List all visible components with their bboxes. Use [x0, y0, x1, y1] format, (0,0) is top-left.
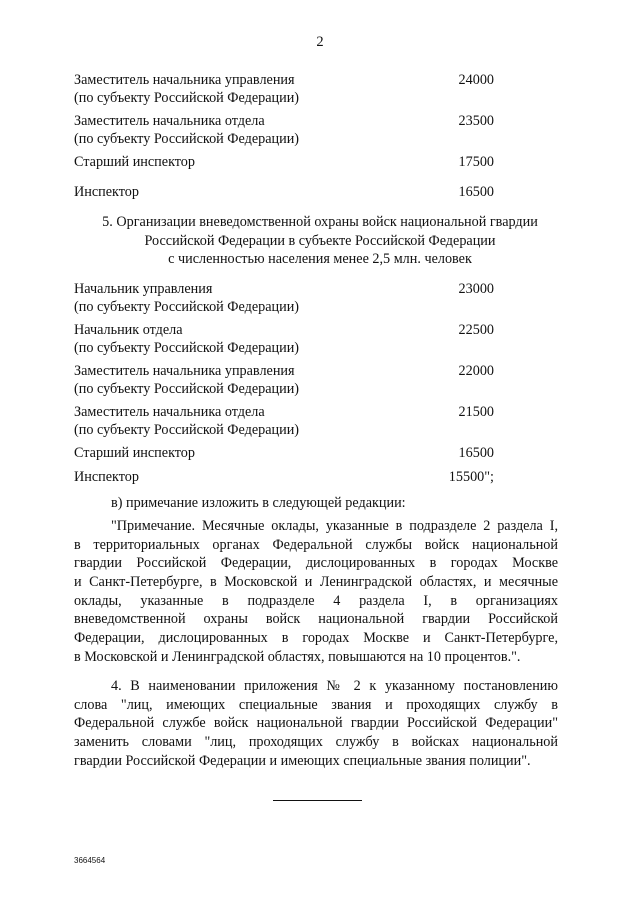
text-line: Федерации, дислоцированных в городах Москве и Санкт-Петербурге,: [74, 630, 558, 647]
position-title: [74, 153, 404, 171]
text-line: 4. В наименовании приложения № 2 к указанному постановлению: [111, 678, 558, 694]
position-line: Старший инспектор: [74, 154, 195, 170]
position-title: [74, 362, 404, 398]
text-line: оклады, указанные в подразделе 4 раздела I, в организациях: [74, 592, 558, 609]
position-line: Заместитель начальника управления: [74, 72, 295, 88]
note-intro-paragraph: [74, 494, 558, 513]
position-line: (по субъекту Российской Федерации): [74, 90, 300, 106]
salary-value: 23500: [458, 113, 494, 129]
position-line: (по субъекту Российской Федерации): [74, 299, 300, 315]
document-code: 3664564: [74, 856, 106, 865]
end-separator-line: [273, 800, 362, 801]
note-intro: в) примечание изложить в следующей редакции:: [111, 495, 406, 511]
position-title: [74, 468, 404, 486]
position-line: Заместитель начальника управления: [74, 363, 295, 379]
position-line: Инспектор: [74, 184, 139, 200]
position-title: [74, 112, 404, 148]
heading-line: Российской Федерации в субъекте Российской Федерации: [144, 232, 496, 249]
position-line: Начальник управления: [74, 281, 213, 297]
position-title: [74, 71, 404, 107]
text-line: слова "лиц, имеющих специальные звания и проходящих службу в: [74, 696, 558, 713]
salary-value: 15500";: [448, 469, 494, 485]
position-title: [74, 403, 404, 439]
position-title: [74, 321, 404, 357]
text-line: гвардии Российской Федерации и имеющих специальные звания полиции".: [74, 752, 531, 769]
salary-value: 22500: [458, 322, 494, 338]
salary-value: 16500: [458, 445, 494, 461]
salary-value: 24000: [458, 72, 494, 88]
text-line: и Санкт-Петербурге, в Московской и Ленинградской областях, и месячные: [74, 574, 558, 591]
salary-value: 16500: [458, 184, 494, 200]
position-line: (по субъекту Российской Федерации): [74, 340, 300, 356]
position-line: Заместитель начальника отдела: [74, 404, 265, 420]
position-line: Инспектор: [74, 469, 139, 485]
text-line: в территориальных органах Федеральной службы войск национальной: [74, 536, 558, 553]
salary-value: 22000: [458, 363, 494, 379]
position-line: (по субъекту Российской Федерации): [74, 381, 300, 397]
position-line: (по субъекту Российской Федерации): [74, 131, 300, 147]
text-line: вневедомственной охраны войск национальной гвардии Российской: [74, 611, 558, 628]
position-line: Заместитель начальника отдела: [74, 113, 265, 129]
heading-line: 5. Организации вневедомственной охраны войск национальной гвардии: [102, 214, 538, 230]
position-title: [74, 183, 404, 201]
position-line: (по субъекту Российской Федерации): [74, 422, 300, 438]
page-number: 2: [316, 34, 324, 50]
salary-value: 21500: [458, 404, 494, 420]
position-line: Начальник отдела: [74, 322, 183, 338]
heading-line: с численностью населения менее 2,5 млн. человек: [168, 251, 472, 267]
item4-paragraph: [74, 677, 558, 770]
text-line: в Московской и Ленинградской областях, повышаются на 10 процентов.".: [74, 648, 521, 665]
note-paragraph: [74, 517, 558, 667]
text-line: гвардии Российской Федерации, дислоцированных в городах Москве: [74, 555, 558, 572]
position-line: Старший инспектор: [74, 445, 195, 461]
salary-value: 17500: [458, 154, 494, 170]
position-title: [74, 280, 404, 316]
salary-value: 23000: [458, 281, 494, 297]
section-heading: [74, 213, 566, 269]
text-line: "Примечание. Месячные оклады, указанные в подразделе 2 раздела I,: [111, 518, 558, 534]
text-line: заменить словами "лиц, проходящих службу в войсках национальной: [74, 734, 558, 751]
position-title: [74, 444, 404, 462]
text-line: Федеральной службе войск национальной гвардии Российской Федерации": [74, 715, 558, 732]
